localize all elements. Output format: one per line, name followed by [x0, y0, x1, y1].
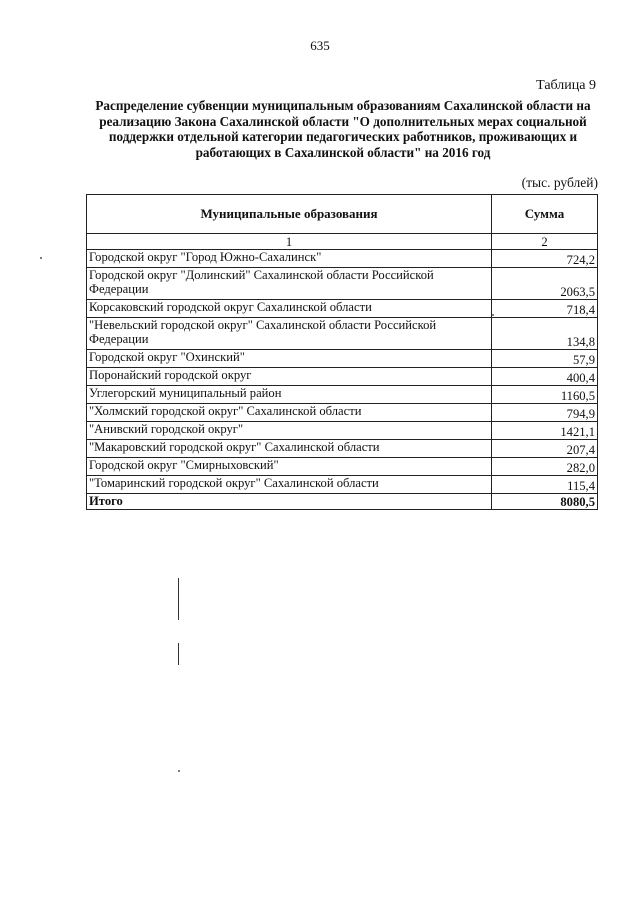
table-row	[87, 250, 598, 268]
amount-value: 2063,5	[492, 268, 598, 300]
title-line: поддержки отдельной категории педагогических работников, проживающих и	[108, 129, 578, 144]
municipality-name: Городской округ "Город Южно-Сахалинск"	[87, 250, 492, 268]
municipality-name: "Холмский городской округ" Сахалинской области	[87, 404, 492, 422]
table-row	[87, 458, 598, 476]
scan-mark	[178, 643, 179, 665]
total-value: 8080,5	[492, 494, 598, 510]
municipality-name: Городской округ "Долинский" Сахалинской области Российской Федерации	[87, 268, 492, 300]
scan-speck	[492, 314, 494, 316]
subvention-table	[86, 194, 598, 510]
total-row	[87, 494, 598, 510]
municipality-name: Углегорский муниципальный район	[87, 386, 492, 404]
scan-speck	[178, 770, 180, 772]
table-row	[87, 404, 598, 422]
municipality-name: Городской округ "Охинский"	[87, 350, 492, 368]
title-line: реализацию Закона Сахалинской области "О дополнительных мерах социальной	[99, 113, 587, 129]
table-row	[87, 268, 598, 300]
amount-value: 207,4	[492, 440, 598, 458]
table-row	[87, 350, 598, 368]
table-label: Таблица 9	[536, 78, 596, 93]
amount-value: 57,9	[492, 350, 598, 368]
amount-value: 1421,1	[492, 422, 598, 440]
units-label: (тыс. рублей)	[521, 175, 598, 190]
header-amount: Сумма	[492, 195, 598, 234]
municipality-name: "Макаровский городской округ" Сахалинской области	[87, 440, 492, 458]
municipality-name: Поронайский городской округ	[87, 368, 492, 386]
title-line: Распределение субвенции муниципальным образованиям Сахалинской области на	[95, 98, 591, 113]
amount-value: 718,4	[492, 300, 598, 318]
table-row	[87, 300, 598, 318]
amount-value: 134,8	[492, 318, 598, 350]
amount-value: 1160,5	[492, 386, 598, 404]
scan-mark	[178, 578, 179, 620]
table-row	[87, 318, 598, 350]
amount-value: 724,2	[492, 250, 598, 268]
total-label: Итого	[87, 494, 492, 510]
header-municipality: Муниципальные образования	[87, 195, 492, 234]
page-number: 635	[310, 38, 330, 53]
column-number: 2	[492, 234, 598, 250]
column-number: 1	[87, 234, 492, 250]
document-title	[88, 98, 598, 160]
table-row	[87, 476, 598, 494]
municipality-name: Корсаковский городской округ Сахалинской области	[87, 300, 492, 318]
amount-value: 400,4	[492, 368, 598, 386]
municipality-name: "Невельский городской округ" Сахалинской области Российской Федерации	[87, 318, 492, 350]
scan-speck	[40, 257, 42, 259]
amount-value: 115,4	[492, 476, 598, 494]
municipality-name: "Томаринский городской округ" Сахалинской области	[87, 476, 492, 494]
table-row	[87, 422, 598, 440]
title-line: работающих в Сахалинской области" на 2016 год	[195, 144, 491, 160]
municipality-name: "Анивский городской округ"	[87, 422, 492, 440]
table-row	[87, 368, 598, 386]
table-row	[87, 440, 598, 458]
amount-value: 282,0	[492, 458, 598, 476]
municipality-name: Городской округ "Смирныховский"	[87, 458, 492, 476]
amount-value: 794,9	[492, 404, 598, 422]
table-row	[87, 386, 598, 404]
